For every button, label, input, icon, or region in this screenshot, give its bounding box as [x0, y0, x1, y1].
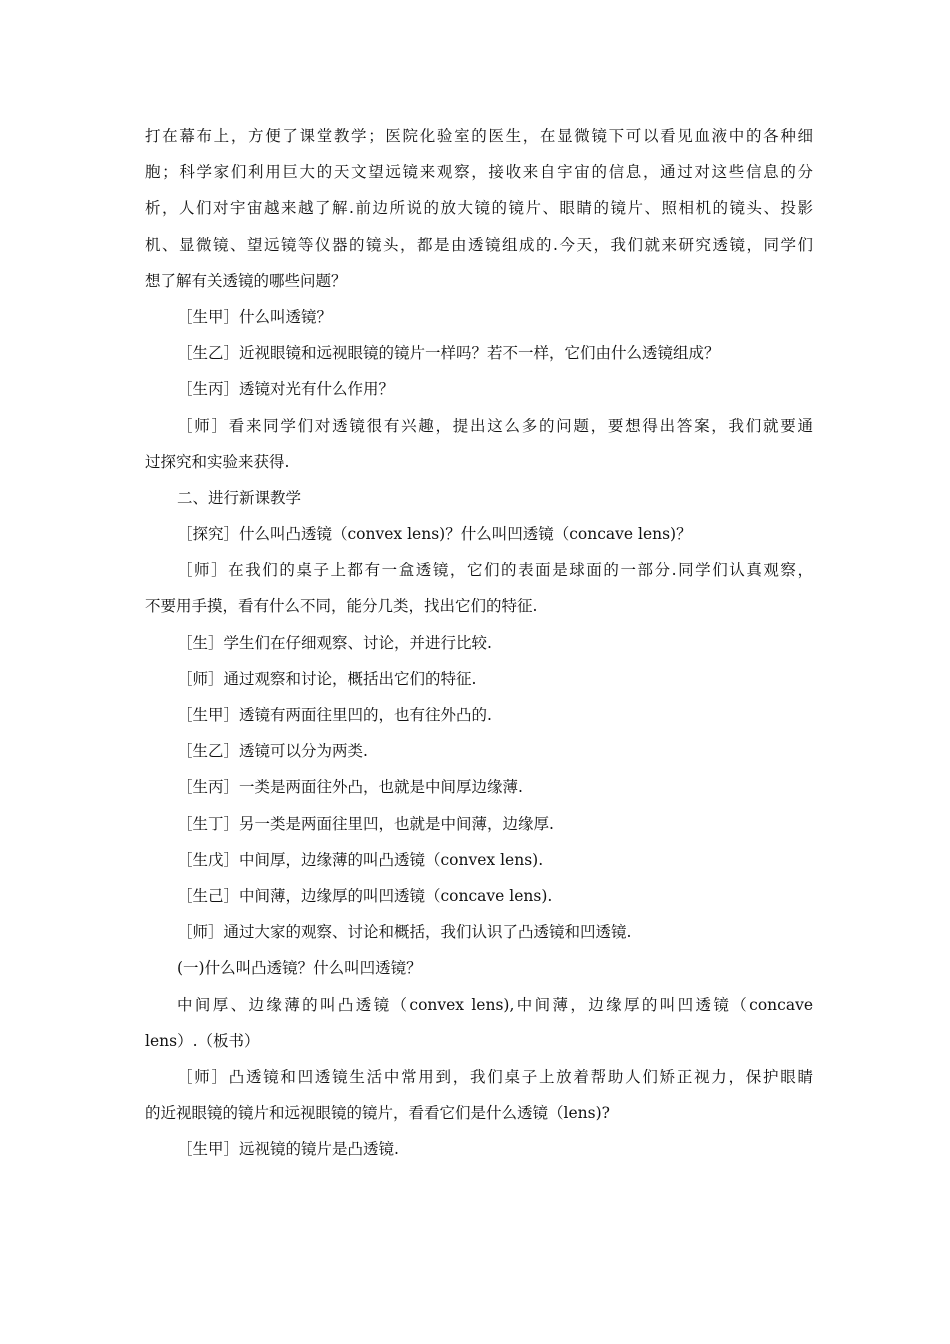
text-line: ［生甲］透镜有两面往里凹的，也有往外凸的. — [177, 706, 492, 724]
text-line: ［生甲］什么叫透镜？ — [177, 307, 333, 326]
text-line: 胞；科学家们利用巨大的天文望远镜来观察，接收来自宇宙的信息，通过对这些信息的分 — [145, 163, 813, 182]
subsection-heading: (一)什么叫凸透镜？什么叫凹透镜？ — [177, 959, 422, 978]
text-line: ［师］凸透镜和凹透镜生活中常用到，我们桌子上放着帮助人们矫正视力，保护眼睛 — [177, 1067, 813, 1086]
text-line: ［生乙］近视眼镜和远视眼镜的镜片一样吗？若不一样，它们由什么透镜组成？ — [177, 344, 720, 363]
text-line: ［师］在我们的桌子上都有一盒透镜，它们的表面是球面的一部分.同学们认真观察， — [177, 561, 813, 580]
text-line: ［师］通过观察和讨论，概括出它们的特征. — [177, 669, 477, 688]
text-line: 想了解有关透镜的哪些问题？ — [145, 271, 347, 290]
text-line: lens）.（板书） — [145, 1031, 260, 1050]
section-heading: 二、进行新课教学 — [177, 488, 302, 507]
text-line: ［生甲］远视镜的镜片是凸透镜. — [177, 1140, 399, 1159]
text-line: 中间厚、边缘薄的叫凸透镜（convex lens),中间薄，边缘厚的叫凹透镜（concave — [177, 995, 813, 1014]
text-line: 机、显微镜、望远镜等仪器的镜头，都是由透镜组成的.今天，我们就来研究透镜，同学们 — [145, 235, 813, 254]
text-line: 析，人们对宇宙越来越了解.前边所说的放大镜的镜片、眼睛的镜片、照相机的镜头、投影 — [145, 199, 813, 218]
text-line: ［生戊］中间厚，边缘薄的叫凸透镜（convex lens). — [177, 850, 544, 869]
text-line: 过探究和实验来获得. — [145, 452, 290, 471]
text-line: ［生］学生们在仔细观察、讨论，并进行比较. — [177, 633, 492, 652]
text-line: ［生丁］另一类是两面往里凹，也就是中间薄，边缘厚. — [177, 814, 554, 833]
text-line: 的近视眼镜的镜片和远视眼镜的镜片，看看它们是什么透镜（lens)? — [145, 1104, 610, 1123]
document-body — [145, 118, 813, 1167]
text-line: ［生丙］一类是两面往外凸，也就是中间厚边缘薄. — [177, 778, 523, 797]
text-line: 不要用手摸，看有什么不同，能分几类，找出它们的特征. — [145, 597, 538, 616]
text-line: ［师］通过大家的观察、讨论和概括，我们认识了凸透镜和凹透镜. — [177, 923, 632, 942]
text-line: 打在幕布上，方便了课堂教学；医院化验室的医生，在显微镜下可以看见血液中的各种细 — [145, 127, 813, 145]
text-line: ［生己］中间薄，边缘厚的叫凹透镜（concave lens). — [177, 886, 553, 905]
text-line: ［生丙］透镜对光有什么作用？ — [177, 380, 395, 399]
text-line: ［生乙］透镜可以分为两类. — [177, 742, 368, 761]
text-line: ［探究］什么叫凸透镜（convex lens)？什么叫凹透镜（concave lens)？ — [177, 525, 692, 544]
text-line: ［师］看来同学们对透镜很有兴趣，提出这么多的问题，要想得出答案，我们就要通 — [177, 416, 813, 435]
